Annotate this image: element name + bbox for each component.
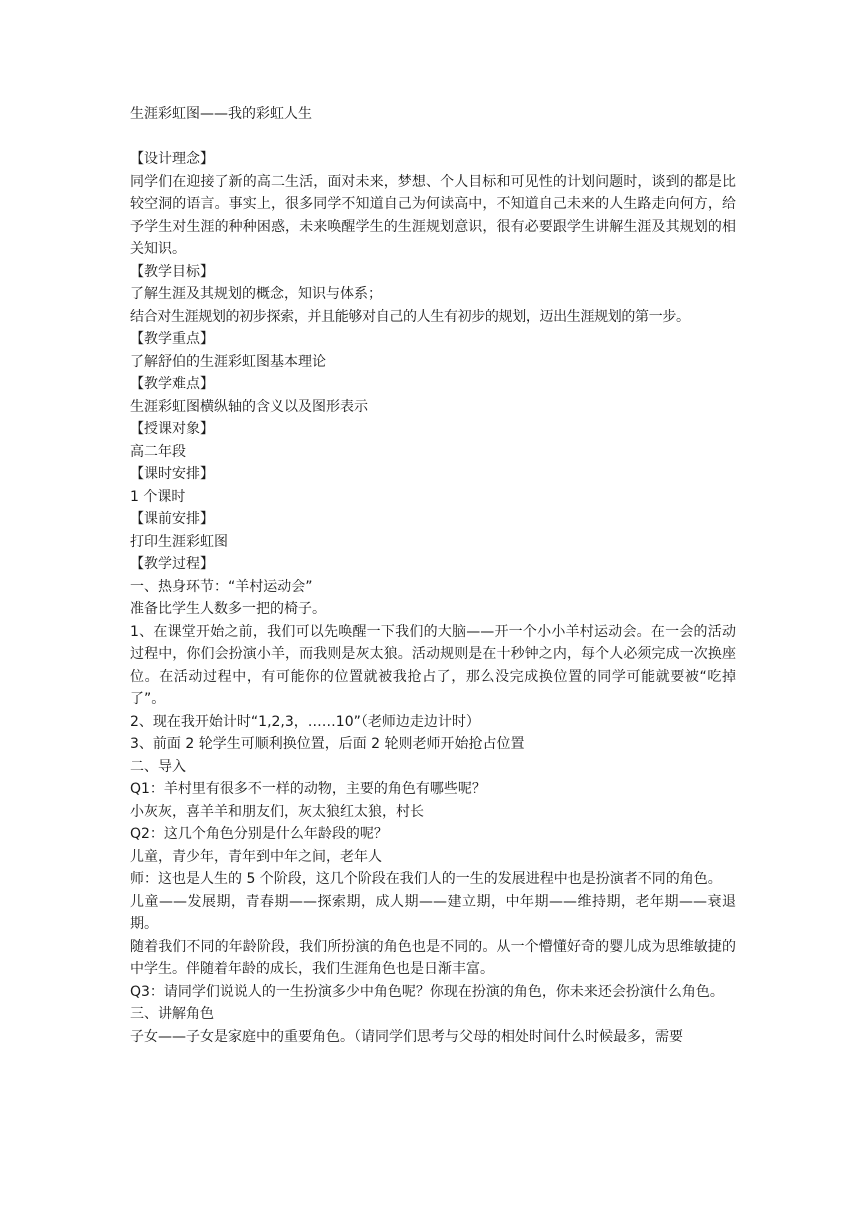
document-title: 生涯彩虹图——我的彩虹人生 <box>130 106 312 122</box>
section-heading-audience: 【授课对象】 <box>130 421 214 437</box>
paragraph-goal-1: 了解生涯及其规划的概念，知识与体系； <box>130 286 382 302</box>
paragraph-teacher-stages: 师：这也是人生的 5 个阶段，这几个阶段在我们人的一生的发展进程中也是扮演者不同的角色。 <box>130 871 722 887</box>
paragraph-warmup-step-1: 1、在课堂开始之前，我们可以先唤醒一下我们的大脑——开一个小小羊村运动会。在一会的活动过程中，你们会扮演小羊，而我则是灰太狼。活动规则是在十秒钟之内，每个人必须完成一次换座位。在活动过程中，有可能你的位置就被我抢占了，那么没完成换位置的同学可能就要被“吃掉了”。 <box>130 623 736 707</box>
paragraph-q1: Q1：羊村里有很多不一样的动物，主要的角色有哪些呢？ <box>130 781 486 797</box>
paragraph-a1: 小灰灰，喜羊羊和朋友们，灰太狼红太狼，村长 <box>130 803 424 820</box>
document-body <box>130 148 736 1048</box>
section-heading-teaching-goals: 【教学目标】 <box>130 263 214 280</box>
document-page <box>130 103 736 1048</box>
paragraph-goal-2: 结合对生涯规划的初步探索，并且能够对自己的人生有初步的规划，迈出生涯规划的第一步。 <box>130 308 690 325</box>
section-heading-schedule: 【课时安排】 <box>130 466 214 482</box>
section-heading-design-concept: 【设计理念】 <box>130 151 214 167</box>
paragraph-key-points: 了解舒伯的生涯彩虹图基本理论 <box>130 353 326 370</box>
paragraph-warmup-step-3: 3、前面 2 轮学生可顺利换位置，后面 2 轮则老师开始抢占位置 <box>130 736 525 752</box>
paragraph-role-child: 子女——子女是家庭中的重要角色。（请同学们思考与父母的相处时间什么时候最多，需要 <box>130 1028 683 1045</box>
paragraph-roles-growth: 随着我们不同的年龄阶段，我们所扮演的角色也是不同的。从一个懵懂好奇的婴儿成为思维敏捷的中学生。伴随着年龄的成长，我们生涯角色也是日渐丰富。 <box>130 938 736 977</box>
paragraph-schedule: 1 个课时 <box>130 488 186 505</box>
paragraph-q2: Q2：这几个角色分别是什么年龄段的呢？ <box>130 826 388 842</box>
section-heading-difficulties: 【教学难点】 <box>130 376 214 392</box>
paragraph-audience: 高二年段 <box>130 443 186 460</box>
section-heading-preparation: 【课前安排】 <box>130 511 214 527</box>
paragraph-warmup-step-2: 2、现在我开始计时“1,2,3，……10”（老师边走边计时） <box>130 713 480 730</box>
section-heading-key-points: 【教学重点】 <box>130 331 214 347</box>
paragraph-a2: 儿童，青少年，青年到中年之间，老年人 <box>130 848 382 865</box>
paragraph-intro-title: 二、导入 <box>130 758 186 775</box>
paragraph-life-stages: 儿童——发展期，青春期——探索期，成人期——建立期，中年期——维持期，老年期——衰退期。 <box>130 893 736 932</box>
paragraph-preparation: 打印生涯彩虹图 <box>130 533 228 550</box>
paragraph-design-concept: 同学们在迎接了新的高二生活，面对未来，梦想、个人目标和可见性的计划问题时，谈到的都是比较空洞的语言。事实上，很多同学不知道自己为何读高中，不知道自己未来的人生路走向何方，给予学生对生涯的种种困惑，未来唤醒学生的生涯规划意识，很有必要跟学生讲解生涯及其规划的相关知识。 <box>130 173 736 257</box>
section-heading-process: 【教学过程】 <box>130 556 214 572</box>
paragraph-difficulties: 生涯彩虹图横纵轴的含义以及图形表示 <box>130 398 368 415</box>
paragraph-warmup-chairs: 准备比学生人数多一把的椅子。 <box>130 601 326 617</box>
paragraph-roles-title: 三、讲解角色 <box>130 1006 214 1022</box>
paragraph-q3: Q3：请同学们说说人的一生扮演多少中角色呢？你现在扮演的角色，你未来还会扮演什么角色。 <box>130 983 724 1000</box>
paragraph-warmup-title: 一、热身环节：“羊村运动会” <box>130 578 313 595</box>
